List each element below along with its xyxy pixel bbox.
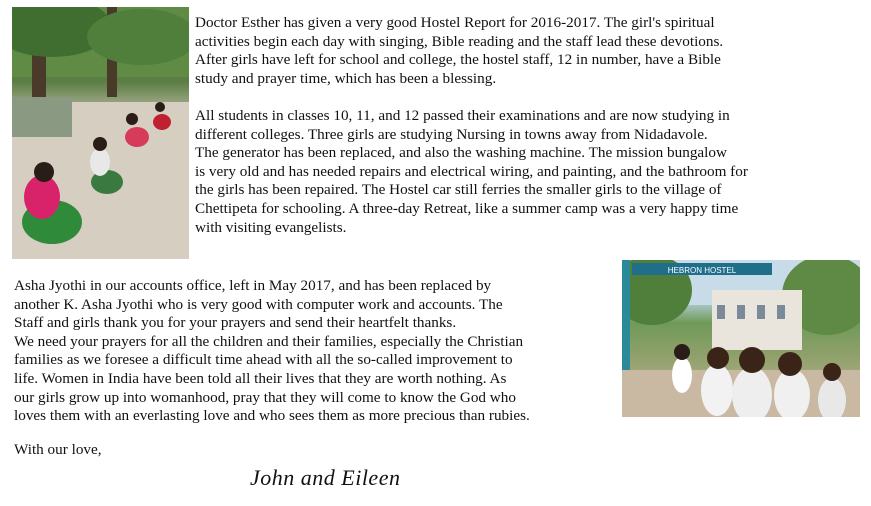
text-line: study and prayer time, which has been a blessing.	[195, 69, 497, 87]
text-line: The generator has been replaced, and also the washing machine. The mission bungalow	[195, 144, 727, 162]
paragraph-hostel-report	[195, 14, 723, 88]
text-line: Staff and girls thank you for your prayers and send their heartfelt thanks.	[14, 314, 457, 332]
paragraph-students-repairs	[195, 107, 748, 237]
text-line: another K. Asha Jyothi who is very good with computer work and accounts. The	[14, 295, 503, 313]
closing-line: With our love,	[14, 441, 102, 458]
hostel-sign-text: HEBRON HOSTEL	[667, 266, 737, 275]
text-line: our girls grow up into womanhood, pray that they will come to know the God who	[14, 388, 516, 406]
text-line: the girls has been repaired. The Hostel car still ferries the smaller girls to the village of	[195, 181, 722, 199]
signature: John and Eileen	[250, 465, 401, 490]
text-line: life. Women in India have been told all their lives that they are worth nothing. As	[14, 369, 507, 387]
hebron-hostel-photo-art	[622, 260, 860, 417]
girls-reading-photo	[12, 7, 189, 259]
hebron-hostel-photo	[622, 260, 860, 417]
text-line: different colleges. Three girls are studying Nursing in towns away from Nidadavole.	[195, 125, 708, 143]
text-line: is very old and has needed repairs and electrical wiring, and painting, and the bathroom for	[195, 162, 748, 180]
text-line: loves them with an everlasting love and who sees them as more precious than rubies.	[14, 407, 530, 425]
text-line: with visiting evangelists.	[195, 218, 347, 236]
text-line: Chettipeta for schooling. A three-day Retreat, like a summer camp was a very happy time	[195, 199, 739, 217]
text-line: We need your prayers for all the children and their families, especially the Christian	[14, 332, 524, 350]
text-line: After girls have left for school and college, the hostel staff, 12 in number, have a Bible	[195, 51, 721, 69]
girls-reading-photo-art	[12, 7, 189, 259]
text-line: families as we foresee a difficult time ahead with all the so-called improvement to	[14, 351, 513, 369]
text-line: Asha Jyothi in our accounts office, left in May 2017, and has been replaced by	[14, 277, 492, 294]
text-line: activities begin each day with singing, Bible reading and the staff lead these devotions.	[195, 32, 724, 50]
text-line: All students in classes 10, 11, and 12 passed their examinations and are now studying in	[195, 107, 730, 124]
text-line: Doctor Esther has given a very good Hostel Report for 2016-2017. The girl's spiritual	[195, 14, 715, 31]
paragraph-accounts-prayers	[14, 277, 530, 426]
